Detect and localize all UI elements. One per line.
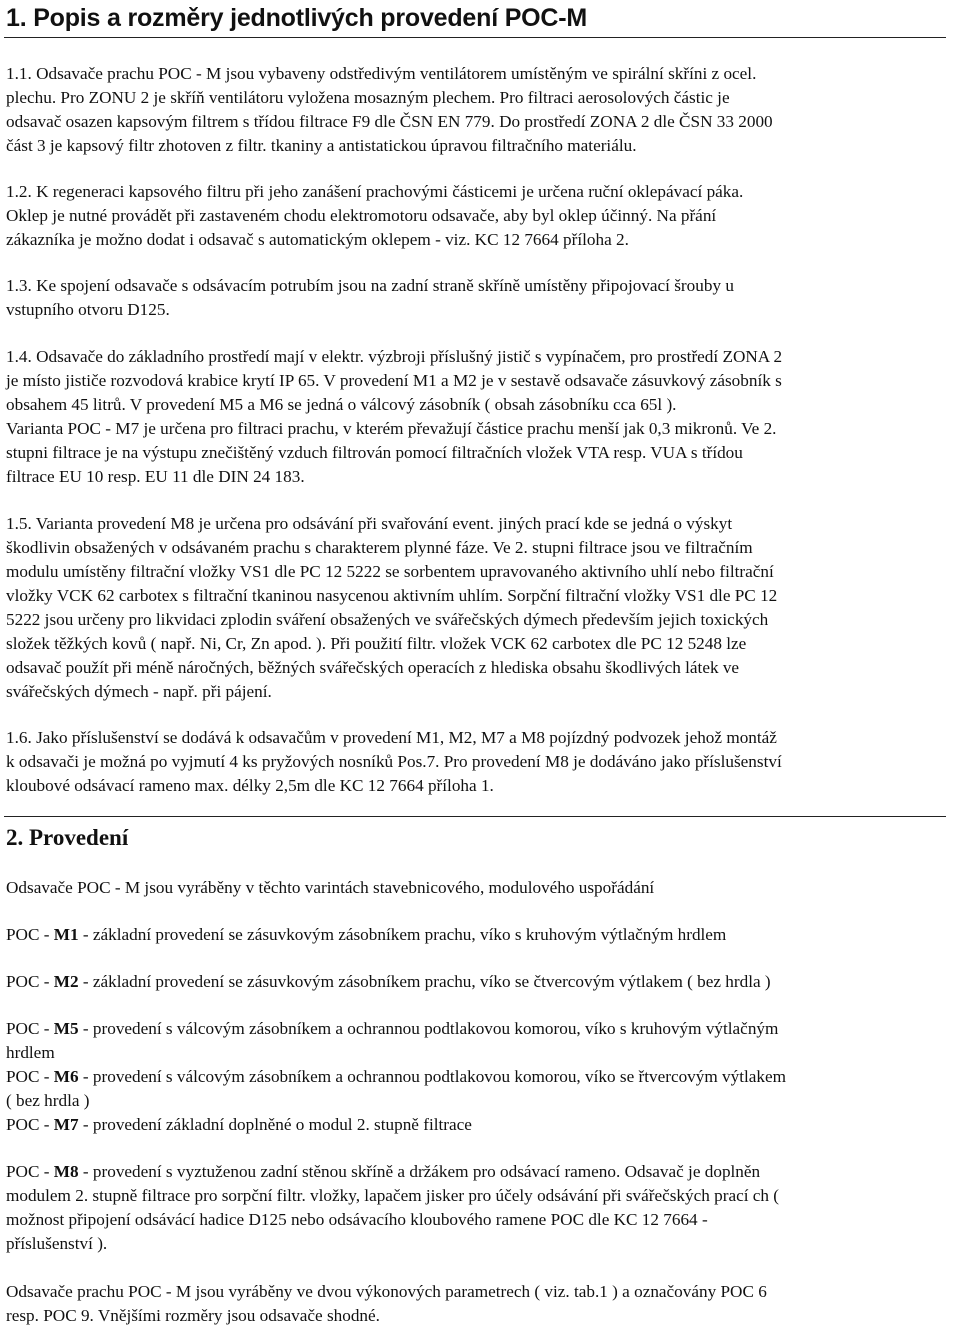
variant-desc: - provedení s válcovým zásobníkem a ochrannou podtlakovou komorou, víko s kruhovým výtlačným (78, 1019, 779, 1038)
section-2-rule (4, 816, 946, 817)
text-line: odsavač osazen kapsovým filtrem s třídou filtrace F9 dle ČSN EN 779. Do prostředí ZONA 2 dle ČSN 33 2000 (6, 112, 773, 131)
text-line: vložky VCK 62 carbotex s filtrační tkaninou nasycenou aktivním uhlím. Sorpční filtrační vložky VS1 dle PC 12 (6, 586, 778, 605)
variant-desc: - provedení s válcovým zásobníkem a ochrannou podtlakovou komorou, víko se řtvercovým výtlakem (78, 1067, 786, 1086)
text-line (6, 1160, 760, 1184)
text-line: možnost připojení odsávácí hadice D125 nebo odsávacího kloubového ramene POC dle KC 12 7664 - (6, 1210, 708, 1229)
text-line: k odsavači je možná po vyjmutí 4 ks pryžových nosníků Pos.7. Pro provedení M8 je dodáváno jako příslušenství (6, 752, 782, 771)
section-1-title: 1. Popis a rozměry jednotlivých provedení POC-M (6, 4, 588, 32)
text-line: resp. POC 9. Vnějšími rozměry jsou odsavače shodné. (6, 1306, 380, 1325)
paragraph-1-1 (6, 62, 946, 158)
text-line: stupni filtrace je na výstupu znečištěný vzduch filtrován pomocí filtračních vložek VTA resp. VUA s třídou (6, 443, 743, 462)
text-line: škodlivin obsažených v odsávaném prachu s charakterem plynné fáze. Ve 2. stupni filtrace jsou ve filtračním (6, 538, 753, 557)
variant-m5 (6, 1017, 954, 1065)
text-line: 1.6. Jako příslušenství se dodává k odsavačům v provedení M1, M2, M7 a M8 pojízdný podvozek jehož montáž (6, 728, 777, 747)
variant-code: M7 (53, 1115, 79, 1134)
text-line: hrdlem (6, 1043, 55, 1062)
variant-desc: - provedení s vyztuženou zadní stěnou skříně a držákem pro odsávací rameno. Odsavač je doplněn (78, 1162, 761, 1181)
text-line: Odsavače prachu POC - M jsou vyráběny ve dvou výkonových parametrech ( viz. tab.1 ) a označovány POC 6 (6, 1282, 767, 1301)
variant-desc: - základní provedení se zásuvkovým zásobníkem prachu, víko se čtvercovým výtlakem ( bez hrdla ) (78, 972, 771, 991)
variant-m8 (6, 1160, 954, 1256)
title-underline (4, 37, 946, 38)
variant-desc: - provedení základní doplněné o modul 2. stupně filtrace (78, 1115, 472, 1134)
variant-code: M6 (53, 1067, 79, 1086)
variant-m1 (6, 923, 954, 947)
text-line: modulu umístěny filtrační vložky VS1 dle PC 12 5222 se sorbentem upravovaného aktivního uhlí nebo filtrační (6, 562, 774, 581)
text-line: 1.3. Ke spojení odsavače s odsávacím potrubím jsou na zadní straně skříně umístěny připojovací šrouby u (6, 276, 734, 295)
variant-code: M8 (53, 1162, 79, 1181)
variant-prefix: POC - (6, 1162, 54, 1181)
paragraph-1-2 (6, 180, 946, 252)
text-line: složek těžkých kovů ( např. Ni, Cr, Zn apod. ). Při použití filtr. vložek VCK 62 carbotex dle PC 12 5248 lze (6, 634, 747, 653)
text-line: je místo jističe rozvodová krabice krytí IP 65. V provedení M1 a M2 je v sestavě odsavače zásuvkový zásobník s (6, 371, 782, 390)
text-line: modulem 2. stupně filtrace pro sorpční filtr. vložky, lapačem jisker pro účely odsávání při svářečských prací ch ( (6, 1186, 780, 1205)
variant-m6 (6, 1065, 954, 1113)
text-line: zákazníka je možno dodat i odsavač s automatickým oklepem - viz. KC 12 7664 příloha 2. (6, 230, 629, 249)
text-line (6, 970, 771, 994)
variant-prefix: POC - (6, 925, 54, 944)
variant-prefix: POC - (6, 972, 54, 991)
paragraph-1-6 (6, 726, 946, 798)
text-line (6, 1113, 472, 1137)
paragraph-1-3 (6, 274, 946, 322)
text-line: část 3 je kapsový filtr zhotoven z filtr. tkaniny a antistatickou úpravou filtračního materiálu. (6, 136, 637, 155)
text-line: příslušenství ). (6, 1234, 108, 1253)
text-line: Varianta POC - M7 je určena pro filtraci prachu, v kterém převažují částice prachu menší jak 0,3 mikronů. Ve 2. (6, 419, 777, 438)
paragraph-1-4 (6, 345, 946, 489)
section-2-intro (6, 876, 954, 900)
variant-prefix: POC - (6, 1019, 54, 1038)
closing-paragraph (6, 1280, 954, 1328)
variant-desc: - základní provedení se zásuvkovým zásobníkem prachu, víko s kruhovým výtlačným hrdlem (78, 925, 727, 944)
variant-code: M1 (53, 925, 79, 944)
text-line: Odsavače POC - M jsou vyráběny v těchto varintách stavebnicového, modulového uspořádání (6, 878, 655, 897)
variant-code: M2 (53, 972, 79, 991)
text-line: kloubové odsávací rameno max. délky 2,5m dle KC 12 7664 příloha 1. (6, 776, 494, 795)
text-line (6, 1065, 786, 1089)
text-line: ( bez hrdla ) (6, 1091, 90, 1110)
text-line (6, 1017, 778, 1041)
variant-m2 (6, 970, 954, 994)
text-line: Oklep je nutné provádět při zastaveném chodu elektromotoru odsavače, aby byl oklep účinný. Na přání (6, 206, 717, 225)
section-2-title: 2. Provedení (6, 825, 129, 850)
text-line: vstupního otvoru D125. (6, 300, 170, 319)
variant-m7 (6, 1113, 954, 1137)
text-line: odsavač použít při méně náročných, běžných svářečských operacích z hlediska obsahu škodlivých látek ve (6, 658, 740, 677)
text-line: plechu. Pro ZONU 2 je skříň ventilátoru vyložena mosazným plechem. Pro filtraci aerosolových částic je (6, 88, 730, 107)
text-line: 1.4. Odsavače do základního prostředí mají v elektr. výzbroji příslušný jistič s vypínačem, pro prostředí ZONA 2 (6, 347, 783, 366)
paragraph-1-5 (6, 512, 946, 704)
text-line (6, 923, 726, 947)
text-line: obsahem 45 litrů. V provedení M5 a M6 se jedná o válcový zásobník ( obsah zásobníku cca 65l ). (6, 395, 677, 414)
variant-code: M5 (53, 1019, 79, 1038)
variant-prefix: POC - (6, 1067, 54, 1086)
text-line: 1.5. Varianta provedení M8 je určena pro odsávání při svařování event. jiných prací kde se jedná o výskyt (6, 514, 733, 533)
variant-prefix: POC - (6, 1115, 54, 1134)
text-line: svářečských dýmech - např. při pájení. (6, 682, 272, 701)
text-line: filtrace EU 10 resp. EU 11 dle DIN 24 183. (6, 467, 305, 486)
text-line: 1.2. K regeneraci kapsového filtru při jeho zanášení prachovými částicemi je určena ruční oklepávací páka. (6, 182, 744, 201)
text-line: 5222 jsou určeny pro likvidaci zplodin sváření obsažených ve svářečských dýmech především jejich toxických (6, 610, 769, 629)
text-line: 1.1. Odsavače prachu POC - M jsou vybaveny odstředivým ventilátorem umístěným ve spirální skříni z ocel. (6, 64, 757, 83)
